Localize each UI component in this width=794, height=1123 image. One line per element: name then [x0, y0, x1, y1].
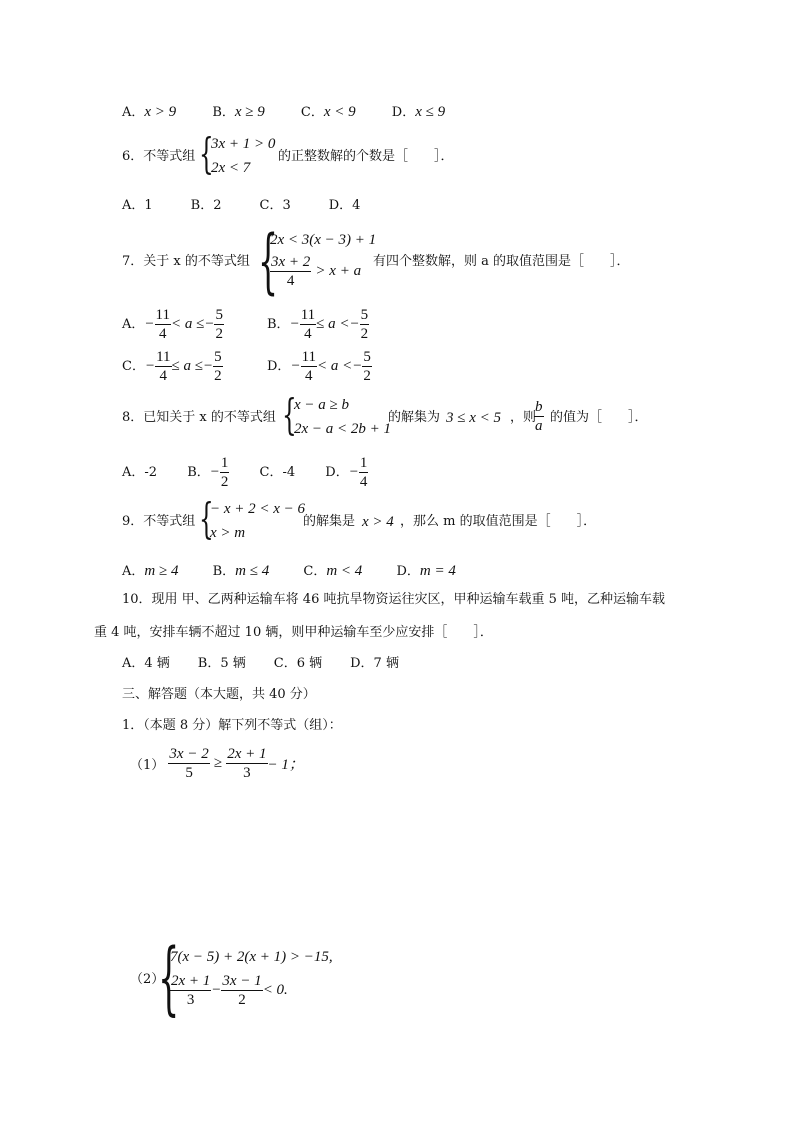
q9-opt-b: m ≤ 4 [235, 563, 270, 579]
q9-opt-a-label: A． [122, 564, 145, 579]
q6-opt-b: B．2 [190, 198, 222, 213]
q8-opt-b-minus: − [209, 464, 220, 480]
q9-options [122, 563, 456, 580]
q9-opt-c-label: C． [303, 564, 327, 579]
q6-eq2: 2x < 7 [211, 160, 251, 176]
q9-solution: x > 4 [362, 514, 394, 530]
q7-opt-b-label: B． [267, 317, 290, 332]
q7-opt-c-minus1: − [144, 358, 156, 374]
problem-1-frac2 [226, 745, 267, 782]
q7-opt-a-label: A． [122, 317, 145, 332]
q9-opt-c: m < 4 [326, 563, 363, 579]
q10-options [122, 656, 399, 672]
q7-eq2 [270, 253, 361, 290]
q5-opt-c: x < 9 [323, 104, 356, 120]
q8-opt-d-label: D． [325, 465, 349, 480]
q10-line1: 10．现用 甲、乙两种运输车将 46 吨抗旱物资运往灾区，甲种运输车载重 5 吨，乙种运输车载 [122, 592, 666, 607]
q10-opt-c: C．6 辆 [273, 656, 323, 671]
q8-brace: { [282, 390, 297, 439]
q9-brace: { [199, 494, 214, 543]
q8-opt-d-den: 4 [359, 474, 368, 490]
q7-opt-a-minus1: − [144, 316, 155, 332]
problem-1-num1: 3x − 2 [169, 746, 209, 762]
q7-opt-b-minus2: − [349, 316, 360, 332]
q7-opt-c-den1: 4 [155, 366, 171, 385]
problem-1-frac1 [168, 745, 209, 782]
problem-2-minus: − [211, 982, 222, 998]
q7-opt-c [122, 348, 223, 385]
problem-1-den1: 5 [168, 763, 209, 782]
problem-2-brace: { [158, 931, 180, 1024]
problem-1-rel: ≥ [213, 755, 223, 771]
q5-opt-b-label: B． [212, 105, 235, 120]
q8-opt-c: C．-4 [259, 465, 296, 480]
q5-opt-a: x > 9 [144, 104, 177, 120]
q7-opt-c-minus2: − [203, 358, 214, 374]
problem-2-label: （2） [130, 972, 165, 987]
problem-1-label: （1） [130, 758, 165, 773]
q7-opt-c-num1: 11 [156, 349, 171, 365]
q7-opt-a-den2: 2 [215, 326, 223, 342]
q7-opt-b-num2: 5 [360, 307, 369, 323]
q6-eq1: 3x + 1 > 0 [211, 136, 276, 152]
q8-opt-a: A．-2 [122, 465, 158, 480]
q7-brace: { [258, 220, 279, 302]
q7-opt-b [267, 306, 369, 343]
q8-then: ，则 [510, 410, 537, 425]
q7-opt-a-rel: < a ≤ [170, 316, 205, 332]
q7-opt-d [267, 348, 372, 385]
q7-opt-c-den2: 2 [214, 368, 222, 384]
q7-opt-c-label: C． [122, 359, 145, 374]
q7-opt-a-den1: 4 [155, 324, 171, 343]
q7-opt-c-num2: 5 [214, 349, 222, 365]
q8-opt-b-label: B． [187, 465, 210, 480]
q7-opt-d-rel: < a < [317, 358, 353, 374]
q7-opt-a-num2: 5 [215, 307, 223, 323]
q7-opt-b-rel: ≤ a < [316, 316, 350, 332]
q7-opt-d-minus2: − [352, 358, 363, 374]
problem-1-den2: 3 [226, 763, 267, 782]
q7-opt-a [122, 306, 224, 343]
q9-opt-d-label: D． [396, 564, 420, 579]
q7-opt-a-num1: 11 [155, 307, 170, 323]
q8-opt-b-num: 1 [220, 455, 229, 471]
q8-frac-den: a [535, 418, 543, 434]
q8-opt-d-num: 1 [359, 455, 368, 471]
problem-2-num2: 3x − 1 [222, 973, 262, 989]
q8-opt-d-minus: − [348, 464, 359, 480]
q6-stem-tail: 的正整数解的个数是［ ］． [278, 149, 454, 164]
q7-opt-a-minus2: − [204, 316, 215, 332]
q7-eq2-den: 4 [270, 271, 311, 290]
q6-brace: { [199, 129, 214, 178]
problem-2-den2: 2 [221, 990, 262, 1009]
q9-eq1: − x + 2 < x − 6 [210, 501, 306, 517]
q9-stem-tail: ，那么 m 的取值范围是［ ］． [400, 514, 597, 529]
q8-eq1: x − a ≥ b [294, 397, 350, 413]
problem-1-tail: − 1； [267, 757, 304, 773]
q8-mid: 的解集为 [388, 410, 441, 425]
q7-opt-b-minus1: − [289, 316, 300, 332]
q7-opt-c-rel: ≤ a ≤ [171, 358, 203, 374]
q6-opt-d: D．4 [328, 198, 361, 213]
q7-opt-d-den2: 2 [363, 368, 371, 384]
q10-opt-a: A．4 辆 [122, 656, 170, 671]
q5-opt-b: x ≥ 9 [234, 104, 265, 120]
q7-opt-b-num1: 11 [300, 307, 316, 323]
problem-1-num2: 2x + 1 [227, 746, 267, 762]
q7-eq2-fraction [270, 253, 311, 290]
problem-2-eq2 [170, 972, 288, 1009]
q5-opt-d-label: D． [391, 105, 416, 120]
q9-mid: 的解集是 [303, 514, 356, 529]
section-3-title: 三、解答题（本大题，共 40 分） [122, 687, 316, 702]
section-3-q1: 1．（本题 8 分）解下列不等式（组）： [122, 718, 342, 733]
q5-opt-d: x ≤ 9 [415, 104, 446, 120]
q6-opt-a: A．1 [122, 198, 153, 213]
q9-opt-b-label: B． [212, 564, 236, 579]
q6-stem: 6．不等式组 [122, 149, 196, 164]
q7-opt-d-den1: 4 [301, 366, 317, 385]
q7-opt-d-minus1: − [290, 358, 301, 374]
q7-opt-d-num2: 5 [363, 349, 371, 365]
q8-stem-tail: 的值为［ ］． [550, 410, 648, 425]
problem-2-eq1: 7(x − 5) + 2(x + 1) > −15, [170, 949, 333, 965]
q8-opt-b-den: 2 [220, 474, 229, 490]
q10-opt-b: B．5 辆 [197, 656, 246, 671]
q7-eq2-rest: > x + a [315, 263, 362, 279]
q7-stem-tail: 有四个整数解，则 a 的取值范围是［ ］． [373, 254, 630, 269]
q8-solution: 3 ≤ x < 5 [446, 410, 502, 426]
q9-opt-d: m = 4 [419, 563, 456, 579]
q9-eq2: x > m [210, 525, 246, 541]
q7-eq2-num: 3x + 2 [271, 254, 311, 270]
q6-opt-c: C．3 [259, 198, 291, 213]
problem-1 [130, 745, 304, 782]
q9-stem: 9．不等式组 [122, 514, 196, 529]
q7-opt-d-label: D． [267, 359, 291, 374]
q8-options [122, 454, 368, 491]
q7-opt-b-den1: 4 [300, 324, 316, 343]
q7-eq1: 2x < 3(x − 3) + 1 [270, 232, 377, 248]
q5-opt-c-label: C． [300, 105, 324, 120]
q5-opt-a-label: A． [122, 105, 145, 120]
q8-fraction [534, 398, 544, 435]
q9-opt-a: m ≥ 4 [144, 563, 179, 579]
q6-options [122, 198, 360, 214]
q7-stem: 7．关于 x 的不等式组 [122, 254, 250, 269]
q5-options [122, 104, 445, 121]
q8-stem: 8．已知关于 x 的不等式组 [122, 410, 276, 425]
problem-2-num1: 2x + 1 [171, 973, 211, 989]
problem-2-den1: 3 [170, 990, 211, 1009]
q8-eq2: 2x − a < 2b + 1 [294, 421, 392, 437]
q8-frac-num: b [535, 399, 543, 415]
problem-2-tail: < 0. [262, 982, 288, 998]
q7-opt-b-den2: 2 [360, 326, 369, 342]
q7-opt-d-num1: 11 [301, 349, 317, 365]
q10-opt-d: D．7 辆 [350, 656, 399, 671]
q10-line2: 重 4 吨，安排车辆不超过 10 辆，则甲种运输车至少应安排［ ］． [94, 625, 493, 640]
